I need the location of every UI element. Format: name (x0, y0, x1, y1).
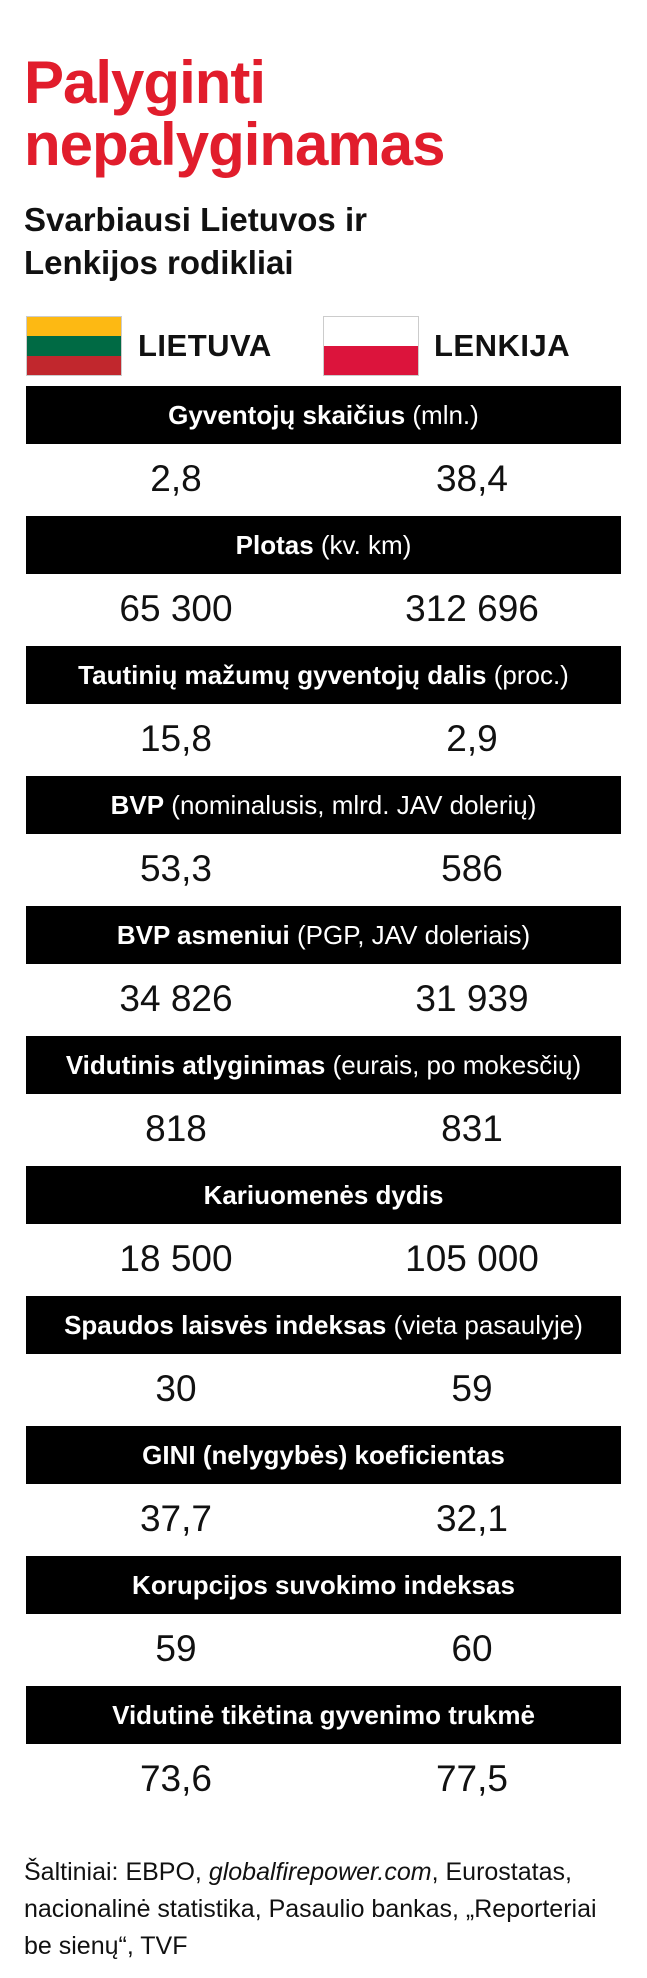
row-label: BVP (110, 790, 165, 820)
row-unit: (eurais, po mokesčių) (325, 1050, 582, 1080)
value-poland: 831 (441, 1108, 503, 1149)
value-poland: 31 939 (415, 978, 529, 1019)
row-values-area (26, 574, 621, 646)
value-lithuania: 18 500 (119, 1238, 233, 1279)
row-values-gdp (26, 834, 621, 906)
row-values-average-salary (26, 1094, 621, 1166)
value-poland: 59 (451, 1368, 493, 1409)
row-label: Korupcijos suvokimo indeksas (132, 1570, 515, 1600)
row-header-minorities (26, 646, 621, 704)
row-values-army-size (26, 1224, 621, 1296)
row-header-army-size (26, 1166, 621, 1224)
row-header-gdp (26, 776, 621, 834)
poland-flag-icon (323, 316, 419, 376)
country-label-lithuania: LIETUVA (138, 328, 272, 363)
value-lithuania: 30 (155, 1368, 197, 1409)
row-label: BVP asmeniui (116, 920, 290, 950)
row-unit: (nominalusis, mlrd. JAV dolerių) (164, 790, 537, 820)
sources-suffix: , Eurostatas, nacionalinė statistika, Pasaulio bankas, „Reporteriai be sienų“, TVF (24, 1858, 597, 1960)
subtitle-line-1: Svarbiausi Lietuvos ir (24, 201, 367, 238)
row-values-corruption (26, 1614, 621, 1686)
row-label: Vidutinė tikėtina gyvenimo trukmė (112, 1700, 535, 1730)
value-poland: 105 000 (405, 1238, 539, 1279)
title-line-2: nepalyginamas (24, 111, 445, 178)
row-label: Gyventojų skaičius (168, 400, 406, 430)
value-poland: 586 (441, 848, 503, 889)
comparison-table (26, 386, 621, 1816)
row-unit: (proc.) (486, 660, 569, 690)
page-title (24, 49, 624, 178)
pl-flag-red-stripe (324, 346, 418, 375)
value-lithuania: 15,8 (139, 718, 212, 759)
sources-prefix: Šaltiniai: EBPO, (24, 1858, 209, 1886)
row-label: Vidutinis atlyginimas (65, 1050, 326, 1080)
country-label-poland: LENKIJA (434, 328, 571, 363)
value-poland: 60 (451, 1628, 493, 1669)
row-values-gini (26, 1484, 621, 1556)
subtitle-line-2: Lenkijos rodikliai (24, 244, 294, 281)
row-header-gini (26, 1426, 621, 1484)
row-values-population (26, 444, 621, 516)
row-unit: (vieta pasaulyje) (386, 1310, 583, 1340)
value-lithuania: 73,6 (139, 1758, 212, 1799)
value-lithuania: 34 826 (119, 978, 233, 1019)
row-values-minorities (26, 704, 621, 776)
row-unit: (kv. km) (313, 530, 412, 560)
sources-italic: globalfirepower.com (208, 1858, 432, 1886)
row-label: Spaudos laisvės indeksas (64, 1310, 387, 1340)
row-values-gdp-per-capita (26, 964, 621, 1036)
row-label: Tautinių mažumų gyventojų dalis (78, 660, 487, 690)
title-line-1: Palyginti (24, 49, 266, 116)
value-lithuania: 37,7 (139, 1498, 212, 1539)
value-lithuania: 59 (155, 1628, 197, 1669)
row-header-population (26, 386, 621, 444)
value-poland: 2,9 (446, 718, 498, 759)
country-legend (26, 316, 626, 378)
value-poland: 312 696 (405, 588, 539, 629)
row-values-press-freedom (26, 1354, 621, 1426)
lithuania-flag-icon (26, 316, 122, 376)
row-label: Kariuomenės dydis (203, 1180, 444, 1210)
sources-note (24, 1854, 624, 1965)
pl-flag-white-stripe (324, 317, 418, 346)
row-label: Plotas (235, 530, 314, 560)
row-header-average-salary (26, 1036, 621, 1094)
row-header-life-expectancy (26, 1686, 621, 1744)
row-unit: (mln.) (405, 400, 479, 430)
row-header-press-freedom (26, 1296, 621, 1354)
row-header-gdp-per-capita (26, 906, 621, 964)
value-poland: 38,4 (435, 458, 508, 499)
value-lithuania: 2,8 (150, 458, 202, 499)
value-lithuania: 65 300 (119, 588, 233, 629)
row-values-life-expectancy (26, 1744, 621, 1816)
value-lithuania: 53,3 (139, 848, 212, 889)
lt-flag-yellow-stripe (27, 317, 121, 336)
page-subtitle (24, 198, 624, 284)
lt-flag-red-stripe (27, 356, 121, 375)
row-header-area (26, 516, 621, 574)
lt-flag-green-stripe (27, 336, 121, 355)
value-poland: 32,1 (435, 1498, 508, 1539)
value-poland: 77,5 (435, 1758, 508, 1799)
row-header-corruption (26, 1556, 621, 1614)
value-lithuania: 818 (145, 1108, 207, 1149)
row-unit: (PGP, JAV doleriais) (289, 920, 531, 950)
row-label: GINI (nelygybės) koeficientas (142, 1440, 505, 1470)
